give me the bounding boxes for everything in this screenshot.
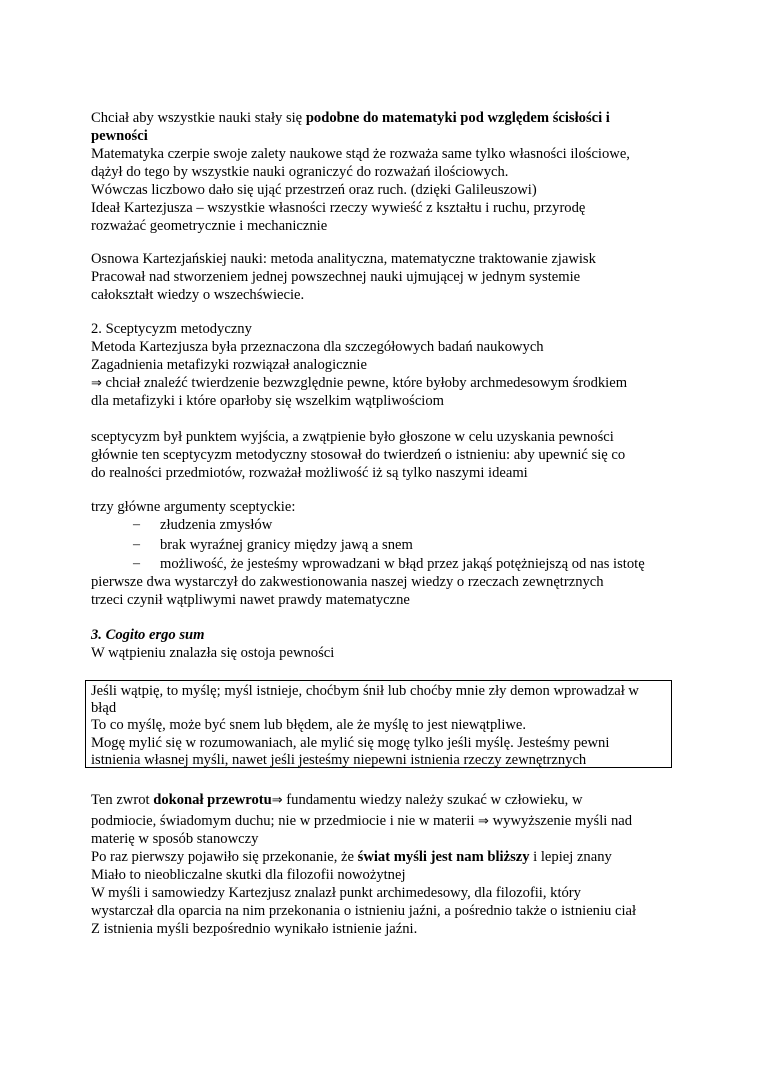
list-item: brak wyraźnej granicy między jawą a snem [160, 537, 413, 553]
text-line: Zagadnienia metafizyki rozwiązał analogicznie [91, 357, 367, 373]
text-line: Miało to nieobliczalne skutki dla filozofii nowożytnej [91, 867, 406, 883]
text-span: chciał znaleźć twierdzenie bezwzględnie pewne, które byłoby archmedesowym środkiem [101, 375, 628, 391]
bold-text: świat myśli jest nam bliższy [357, 849, 530, 865]
text-line: do realności przedmiotów, rozważał możliwość iż są tylko naszymi ideami [91, 465, 528, 481]
text-line: pierwsze dwa wystarczył do zakwestionowania naszej wiedzy o rzeczach zewnętrznych [91, 574, 604, 590]
dash-bullet-icon: – [133, 556, 140, 571]
section-heading: 2. Sceptycyzm metodyczny [91, 321, 252, 337]
text-line: całokształt wiedzy o wszechświecie. [91, 287, 305, 303]
text-line: błąd [91, 700, 117, 716]
text-line: sceptycyzm był punktem wyjścia, a zwątpienie było głoszone w celu uzyskania pewności [91, 429, 614, 445]
implies-arrow-icon: ⇒ [271, 793, 283, 808]
bold-text: podobne do matematyki pod względem ścisłości i [305, 110, 610, 126]
dash-bullet-icon: – [133, 517, 140, 532]
text-line: głównie ten sceptycyzm metodyczny stosował do twierdzeń o istnieniu: aby upewnić się co [91, 447, 626, 463]
text-line [91, 848, 612, 866]
text-line: W wątpieniu znalazła się ostoja pewności [91, 645, 335, 661]
list-item: złudzenia zmysłów [160, 517, 273, 533]
text-line: dla metafizyki i które oparłoby się wszelkim wątpliwościom [91, 393, 445, 409]
text-span: wywyższenie myśli nad [488, 813, 633, 829]
text-line: Ideał Kartezjusza – wszystkie własności rzeczy wywieść z kształtu i ruchu, przyrodę [91, 200, 586, 216]
text-line: materię w sposób stanowczy [91, 831, 259, 847]
text-line: W myśli i samowiedzy Kartezjusz znalazł punkt archimedesowy, dla filozofii, który [91, 885, 581, 901]
text-span: podmiocie, świadomym duchu; nie w przedmiocie i nie w materii [91, 813, 479, 829]
text-line: Osnowa Kartezjańskiej nauki: metoda analityczna, matematyczne traktowanie zjawisk [91, 251, 596, 267]
text-line: Pracował nad stworzeniem jednej powszechnej nauki ujmującej w jednym systemie [91, 269, 581, 285]
text-line [91, 374, 627, 393]
implies-arrow-icon: ⇒ [478, 814, 489, 829]
text-line [91, 812, 632, 831]
section-heading: 3. Cogito ergo sum [91, 627, 205, 643]
text-line: Metoda Kartezjusza była przeznaczona dla szczegółowych badań naukowych [91, 339, 544, 355]
bold-text: dokonał przewrotu [153, 792, 272, 808]
text-line: Mogę mylić się w rozumowaniach, ale mylić się mogę tylko jeśli myślę. Jesteśmy pewni [91, 735, 610, 751]
text-line [91, 791, 583, 810]
text-line: trzeci czynił wątpliwymi nawet prawdy matematyczne [91, 592, 410, 608]
text-span: fundamentu wiedzy należy szukać w człowieku, w [282, 792, 583, 808]
text-span: Ten zwrot [91, 792, 154, 808]
text-line: istnienia własnej myśli, nawet jeśli jesteśmy niepewni istnienia rzeczy zewnętrznych [91, 752, 587, 768]
implies-arrow-icon: ⇒ [91, 376, 102, 391]
list-item: możliwość, że jesteśmy wprowadzani w błąd przez jakąś potężniejszą od nas istotę [160, 556, 645, 572]
bold-text: pewności [91, 128, 148, 144]
text-span: i lepiej znany [529, 849, 612, 865]
text-line: Wówczas liczbowo dało się ująć przestrzeń oraz ruch. (dzięki Galileuszowi) [91, 182, 537, 198]
text-span: Po raz pierwszy pojawiło się przekonanie, że [91, 849, 358, 865]
list-intro: trzy główne argumenty sceptyckie: [91, 499, 296, 515]
text-line [91, 109, 610, 127]
text-line: To co myślę, może być snem lub błędem, ale że myślę to jest niewątpliwe. [91, 717, 527, 733]
text-line: Z istnienia myśli bezpośrednio wynikało istnienie jaźni. [91, 921, 418, 937]
text-line: wystarczał dla oparcia na nim przekonania o istnieniu jaźni, a pośrednio także o istnieniu ciał [91, 903, 637, 919]
text-line: Matematyka czerpie swoje zalety naukowe stąd że rozważa same tylko własności ilościowe, [91, 146, 630, 162]
text-line: dążył do tego by wszystkie nauki ograniczyć do rozważań ilościowych. [91, 164, 509, 180]
text-span: Chciał aby wszystkie nauki stały się [91, 110, 306, 126]
text-line: Jeśli wątpię, to myślę; myśl istnieje, choćbym śnił lub choćby mnie zły demon wprowadzał w [91, 683, 639, 699]
text-line: rozważać geometrycznie i mechanicznie [91, 218, 328, 234]
dash-bullet-icon: – [133, 537, 140, 552]
